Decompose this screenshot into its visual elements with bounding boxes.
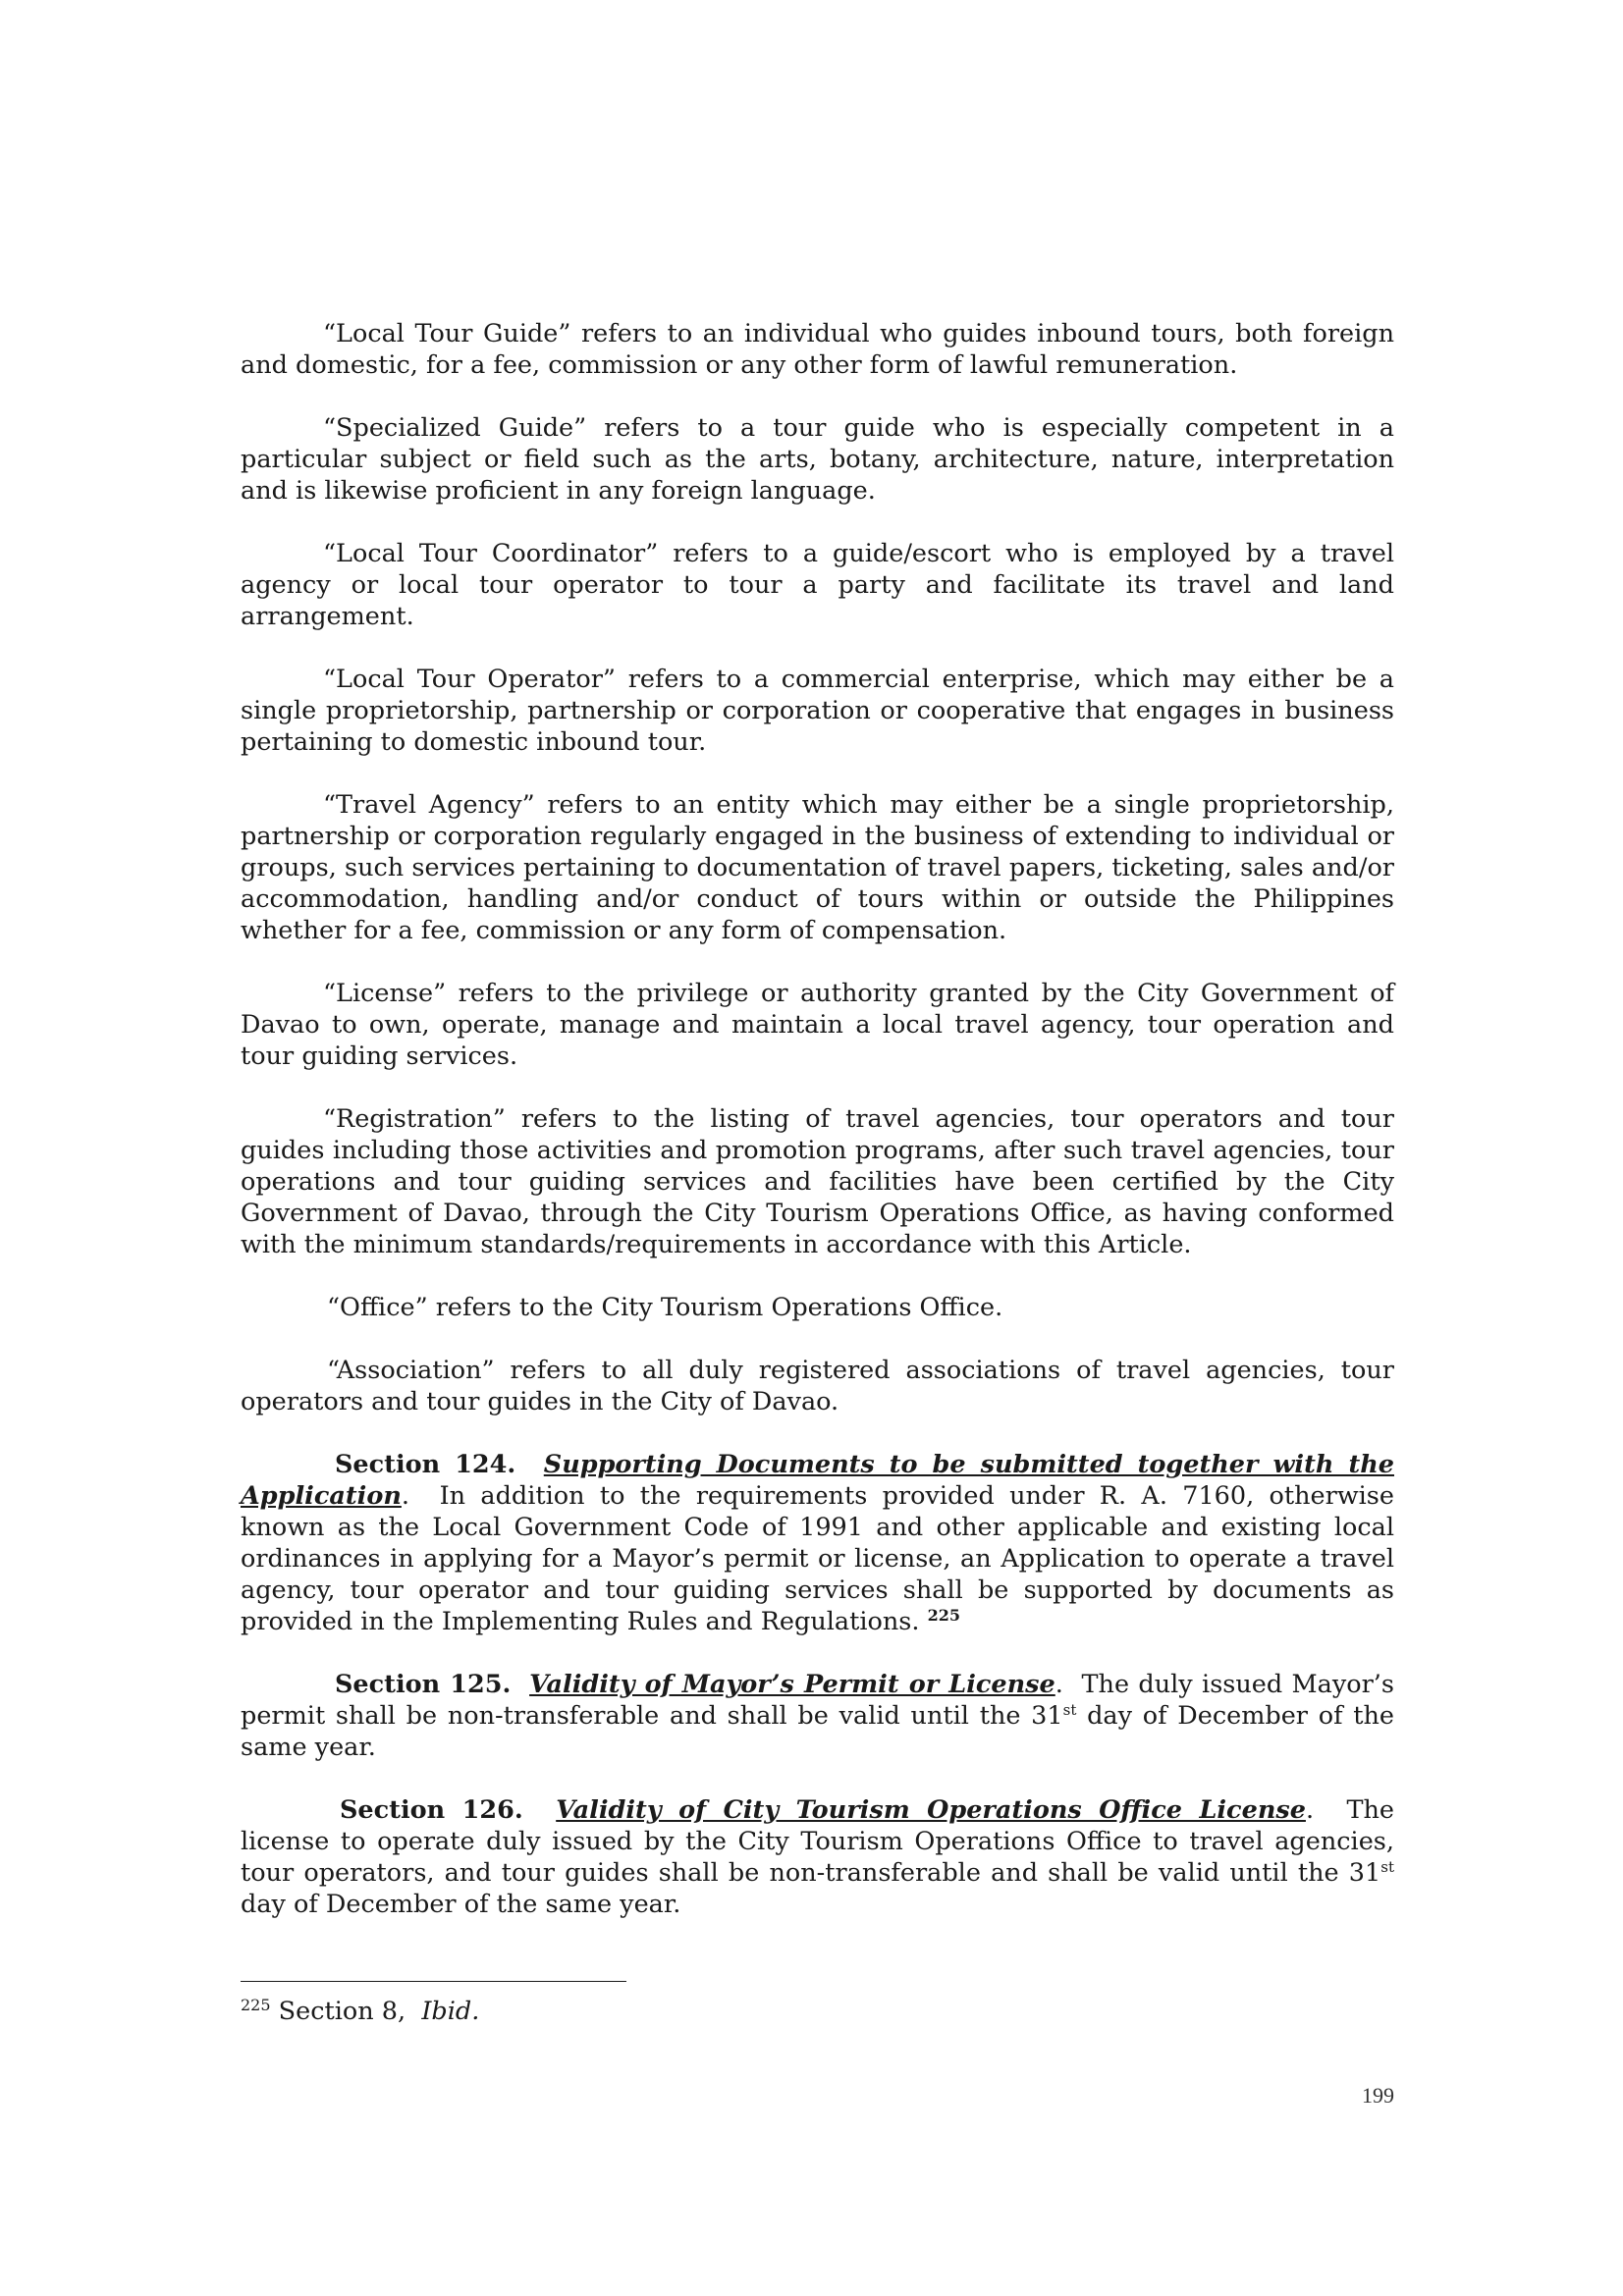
section-number: Section 125. [335, 1670, 512, 1699]
footnote-reference[interactable]: 225 [927, 1606, 960, 1625]
section-title: Supporting Documents to be submitted together with the Application [241, 1450, 1394, 1511]
footnote-divider [241, 1981, 626, 1982]
section-124 [241, 1449, 1394, 1637]
section-title-period: . [1305, 1795, 1315, 1825]
definition-local-tour-guide: “Local Tour Guide” refers to an individual who guides inbound tours, both foreign and domestic, for a fee, commission or any other form of lawful remuneration. [241, 319, 1394, 380]
section-body-end: day of December of the same year. [241, 1890, 681, 1919]
definition-registration: “Registration” refers to the listing of travel agencies, tour operators and tour guides including those activities and promotion programs, after such travel agencies, tour operations and tour guiding services and facilities have been certified by the City Government of Davao, through the City Tourism Operations Office, as having conformed with the minimum standards/requirements in accordance with this Article. [241, 1104, 1394, 1259]
footnote [241, 1996, 479, 2027]
footnote-number: 225 [241, 1996, 271, 2014]
section-body: In addition to the requirements provided under R. A. 7160, otherwise known as the Local Government Code of 1991 and other applicable and existing local ordinances in applying for a Mayor’s permit or license, an Application to operate a travel agency, tour operator and tour guiding services shall be supported by documents as provided in the Implementing Rules and Regulations. [241, 1481, 1394, 1636]
section-number: Section 124. [335, 1450, 516, 1479]
section-body: The license to operate duly issued by the City Tourism Operations Office to travel agencies, tour operators, and tour guides shall be non-transferable and shall be valid until the 31 [241, 1795, 1394, 1888]
definition-specialized-guide: “Specialized Guide” refers to a tour guide who is especially competent in a particular subject or field such as the arts, botany, architecture, nature, interpretation and is likewise proficient in any foreign language. [241, 413, 1394, 506]
section-number: Section 126. [340, 1795, 523, 1825]
section-body-end: day of December of the same year. [241, 1701, 1394, 1762]
footnote-ibid: Ibid. [421, 1997, 480, 2026]
definition-local-tour-coordinator: “Local Tour Coordinator” refers to a guide/escort who is employed by a travel agency or local tour operator to tour a party and facilitate its travel and land arrangement. [241, 539, 1394, 631]
footnote-text: Section 8, [278, 1997, 406, 2026]
definition-local-tour-operator: “Local Tour Operator” refers to a commercial enterprise, which may either be a single proprietorship, partnership or corporation or cooperative that engages in business pertaining to domestic inbound tour. [241, 665, 1394, 757]
definition-license: “License” refers to the privilege or authority granted by the City Government of Davao to own, operate, manage and maintain a local travel agency, tour operation and tour guiding services. [241, 979, 1394, 1071]
ordinal-suffix: st [1380, 1858, 1394, 1876]
ordinal-suffix: st [1062, 1701, 1077, 1719]
definition-office: “Office” refers to the City Tourism Operations Office. [327, 1293, 1003, 1322]
section-title-period: . [1055, 1670, 1063, 1699]
section-title: Validity of Mayor’s Permit or License [529, 1670, 1055, 1699]
document-body [241, 318, 1394, 1951]
definition-association: “Association” refers to all duly registered associations of travel agencies, tour operators and tour guides in the City of Davao. [241, 1356, 1394, 1416]
section-title-period: . [401, 1481, 409, 1511]
section-126 [241, 1794, 1394, 1920]
page-number: 199 [1362, 2083, 1394, 2108]
definition-travel-agency: “Travel Agency” refers to an entity which may either be a single proprietorship, partnership or corporation regularly engaged in the business of extending to individual or groups, such services pertaining to documentation of travel papers, ticketing, sales and/or accommodation, handling and/or conduct of tours within or outside the Philippines whether for a fee, commission or any form of compensation. [241, 790, 1394, 945]
section-title: Validity of City Tourism Operations Office License [556, 1795, 1306, 1825]
section-body: The duly issued Mayor’s permit shall be non-transferable and shall be valid until the 31 [241, 1670, 1394, 1731]
section-125 [241, 1669, 1394, 1763]
